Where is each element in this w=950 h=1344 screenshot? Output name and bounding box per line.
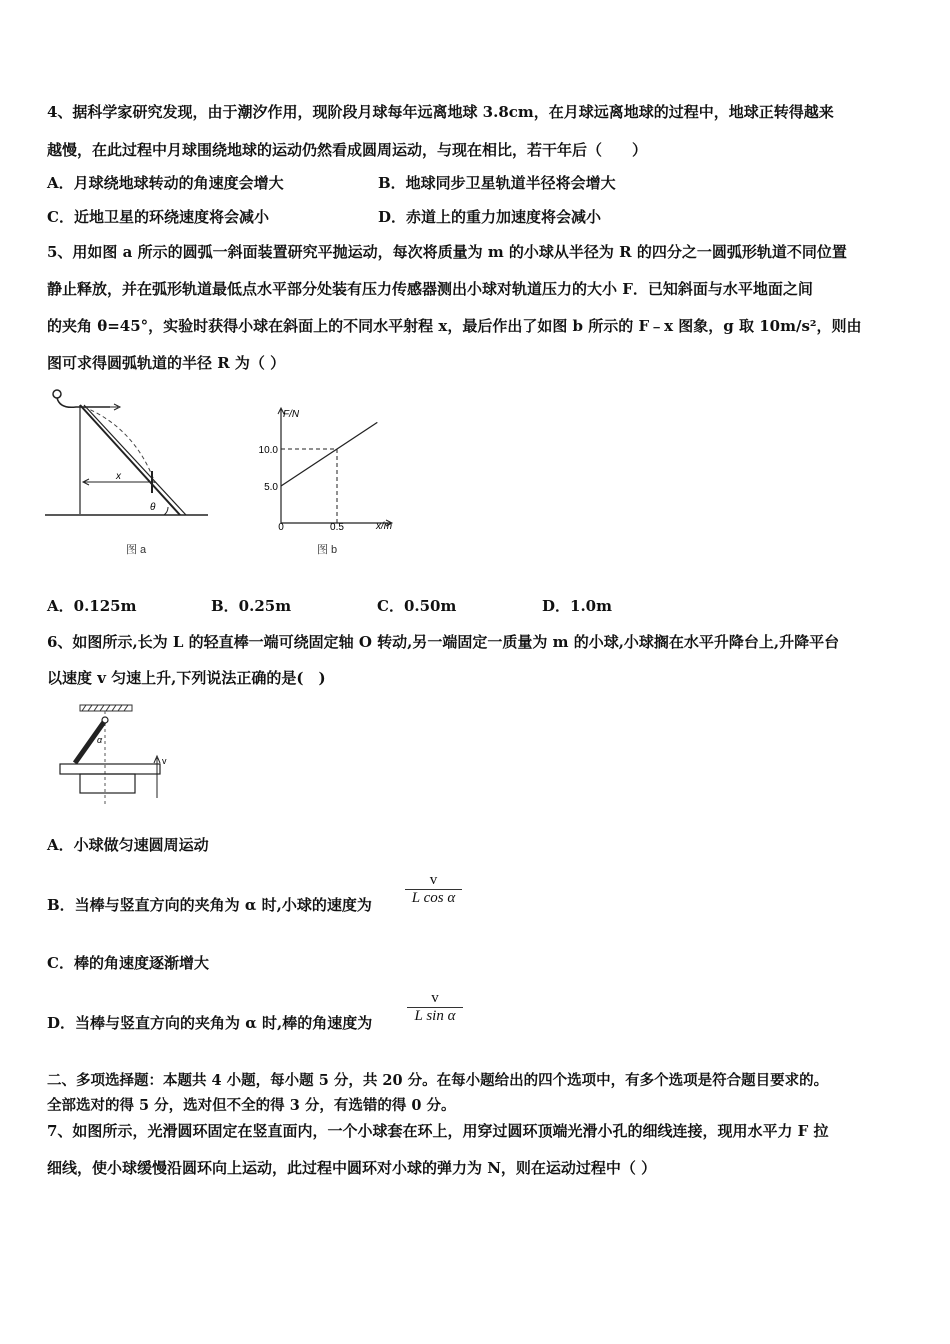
series-line — [281, 422, 377, 486]
fig-a-caption: 图 a — [126, 544, 147, 556]
y-tick-10: 10.0 — [258, 445, 278, 456]
q6-stem-line1: 6、如图所示,长为 L 的轻直棒一端可绕固定轴 O 转动,另一端固定一质量为 m 的小球,小球搁在水平升降台上,升降平台 — [47, 633, 840, 651]
section2-heading-line2: 全部选对的得 5 分，选对但不全的得 3 分，有选错的得 0 分。 — [47, 1097, 456, 1114]
fraction-numerator: v — [429, 872, 438, 888]
figure-rod — [55, 700, 185, 810]
y-tick-5: 5.0 — [264, 482, 278, 493]
fraction-denominator: L sin α — [414, 1008, 456, 1024]
fig-a-x-label: x — [116, 471, 121, 482]
figure-a — [40, 383, 220, 563]
q5-option-c[interactable]: C．0.50m — [377, 597, 457, 615]
x-axis-label: x/m — [376, 521, 393, 532]
figure-b-chart — [245, 405, 405, 565]
q7-stem-line1: 7、如图所示，光滑圆环固定在竖直面内，一个小球套在环上，用穿过圆环顶端光滑小孔的细线连接，现用水平力 F 拉 — [47, 1122, 829, 1140]
q4-option-d[interactable]: D．赤道上的重力加速度将会减小 — [378, 208, 602, 226]
platform-base — [80, 774, 135, 793]
q5-stem-line1: 5、用如图 a 所示的圆弧一斜面装置研究平抛运动，每次将质量为 m 的小球从半径为 R 的四分之一圆弧形轨道不同位置 — [47, 243, 847, 261]
q7-stem-line2: 细线，使小球缓慢沿圆环向上运动，此过程中圆环对小球的弹力为 N，则在运动过程中（ ） — [47, 1159, 657, 1177]
fig-a-theta: θ — [150, 502, 156, 513]
fraction-denominator: L cos α — [411, 890, 456, 906]
q6-option-a[interactable]: A．小球做匀速圆周运动 — [47, 836, 209, 854]
q6-option-d-fraction — [407, 990, 463, 1025]
fig-v: v — [162, 756, 167, 766]
q6-option-b-fraction — [405, 872, 462, 907]
q4-stem-line1: 4、据科学家研究发现，由于潮汐作用，现阶段月球每年远离地球 3.8cm，在月球远离地球的过程中，地球正转得越来 — [47, 103, 834, 121]
platform — [60, 764, 160, 774]
q6-option-b[interactable]: B．当棒与竖直方向的夹角为 α 时,小球的速度为 — [47, 896, 372, 914]
q6-option-c[interactable]: C．棒的角速度逐渐增大 — [47, 954, 209, 972]
incline-line1 — [80, 405, 180, 515]
q4-option-a[interactable]: A．月球绕地球转动的角速度会增大 — [47, 174, 284, 192]
q6-option-d[interactable]: D．当棒与竖直方向的夹角为 α 时,棒的角速度为 — [47, 1014, 373, 1032]
q6-stem-line2: 以速度 v 匀速上升,下列说法正确的是( ) — [47, 669, 326, 687]
q4-option-c[interactable]: C．近地卫星的环绕速度将会减小 — [47, 208, 269, 226]
q4-option-b[interactable]: B．地球同步卫星轨道半径将会增大 — [378, 174, 616, 192]
q5-option-d[interactable]: D．1.0m — [542, 597, 612, 615]
q5-stem-line4: 图可求得圆弧轨道的半径 R 为（ ） — [47, 354, 286, 372]
x-tick-05: 0.5 — [330, 522, 344, 533]
incline-line2 — [84, 405, 186, 515]
q5-stem-line2: 静止释放，并在弧形轨道最低点水平部分处装有压力传感器测出小球对轨道压力的大小 F．已知斜面与水平地面之间 — [47, 280, 813, 298]
q5-option-a[interactable]: A．0.125m — [47, 597, 137, 615]
y-axis-label: F/N — [283, 409, 300, 420]
q5-option-b[interactable]: B．0.25m — [211, 597, 292, 615]
fig-b-caption: 图 b — [317, 544, 338, 556]
q5-stem-line3: 的夹角 θ=45°，实验时获得小球在斜面上的不同水平射程 x，最后作出了如图 b 所示的 F﹣x 图象，g 取 10m/s²，则由 — [47, 317, 862, 335]
section2-heading-line1: 二、多项选择题：本题共 4 小题，每小题 5 分，共 20 分。在每小题给出的四个选项中，有多个选项是符合题目要求的。 — [47, 1072, 829, 1089]
ball-icon — [53, 390, 61, 398]
x-tick-0: 0 — [278, 522, 284, 533]
arc-track — [57, 398, 110, 407]
fig-alpha: α — [97, 735, 103, 745]
fraction-numerator: v — [431, 990, 439, 1006]
q4-stem-line2: 越慢，在此过程中月球围绕地球的运动仍然看成圆周运动，与现在相比，若干年后（ ） — [47, 141, 648, 159]
